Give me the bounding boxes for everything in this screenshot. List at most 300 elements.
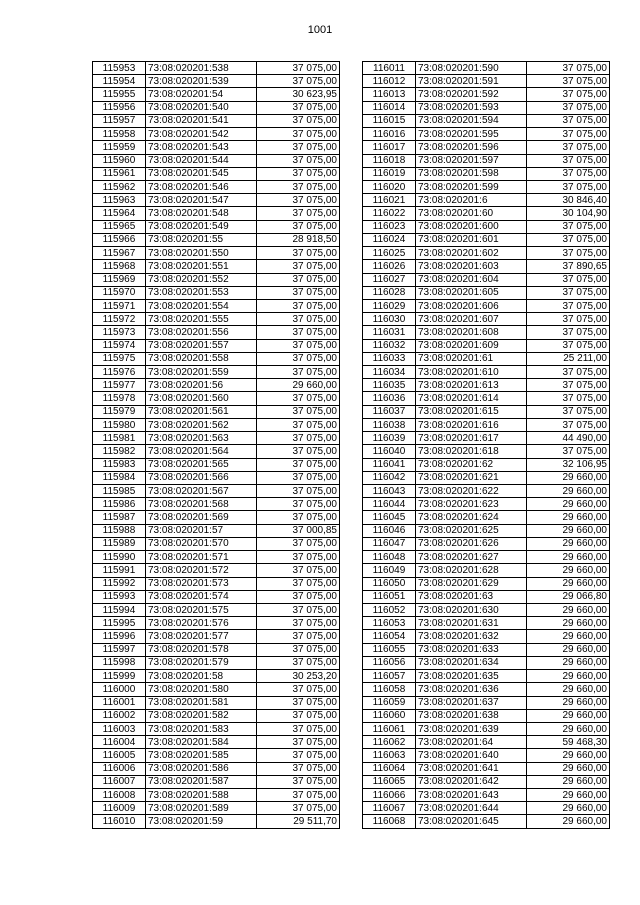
table-row <box>363 379 610 392</box>
table-row <box>93 577 340 590</box>
cadastral-number-cell: 73:08:020201:58 <box>146 670 257 683</box>
table-row <box>363 670 610 683</box>
value-cell: 37 075,00 <box>257 392 340 405</box>
row-number-cell: 115963 <box>93 194 146 207</box>
value-cell: 37 075,00 <box>257 101 340 114</box>
row-number-cell: 115999 <box>93 670 146 683</box>
row-number-cell: 115991 <box>93 564 146 577</box>
cadastral-number-cell: 73:08:020201:592 <box>416 88 527 101</box>
table-row <box>363 736 610 749</box>
table-row <box>93 815 340 828</box>
cadastral-number-cell: 73:08:020201:602 <box>416 247 527 260</box>
cadastral-number-cell: 73:08:020201:613 <box>416 379 527 392</box>
row-number-cell: 116009 <box>93 802 146 815</box>
row-number-cell: 116015 <box>363 114 416 127</box>
row-number-cell: 115989 <box>93 537 146 550</box>
row-number-cell: 116060 <box>363 709 416 722</box>
table-row <box>363 524 610 537</box>
row-number-cell: 116002 <box>93 709 146 722</box>
row-number-cell: 115985 <box>93 485 146 498</box>
cadastral-number-cell: 73:08:020201:571 <box>146 551 257 564</box>
row-number-cell: 116001 <box>93 696 146 709</box>
value-cell: 37 075,00 <box>527 154 610 167</box>
table-row <box>93 299 340 312</box>
table-row <box>93 101 340 114</box>
cadastral-number-cell: 73:08:020201:555 <box>146 313 257 326</box>
cadastral-number-cell: 73:08:020201:550 <box>146 247 257 260</box>
table-row <box>363 101 610 114</box>
value-cell: 37 075,00 <box>257 247 340 260</box>
table-row <box>363 141 610 154</box>
value-cell: 30 623,95 <box>257 88 340 101</box>
row-number-cell: 115969 <box>93 273 146 286</box>
cadastral-number-cell: 73:08:020201:575 <box>146 603 257 616</box>
row-number-cell: 115974 <box>93 339 146 352</box>
table-row <box>93 683 340 696</box>
row-number-cell: 116023 <box>363 220 416 233</box>
row-number-cell: 116021 <box>363 194 416 207</box>
table-row <box>363 749 610 762</box>
value-cell: 29 660,00 <box>527 670 610 683</box>
value-cell: 37 075,00 <box>257 590 340 603</box>
cadastral-number-cell: 73:08:020201:562 <box>146 418 257 431</box>
row-number-cell: 115977 <box>93 379 146 392</box>
value-cell: 37 075,00 <box>527 379 610 392</box>
value-cell: 30 846,40 <box>527 194 610 207</box>
table-row <box>363 392 610 405</box>
row-number-cell: 115995 <box>93 617 146 630</box>
table-row <box>93 326 340 339</box>
cadastral-number-cell: 73:08:020201:60 <box>416 207 527 220</box>
value-cell: 25 211,00 <box>527 352 610 365</box>
value-cell: 29 660,00 <box>527 815 610 828</box>
cadastral-number-cell: 73:08:020201:645 <box>416 815 527 828</box>
table-row <box>93 445 340 458</box>
table-row <box>93 405 340 418</box>
value-cell: 37 075,00 <box>257 617 340 630</box>
row-number-cell: 115955 <box>93 88 146 101</box>
table-row <box>93 62 340 75</box>
row-number-cell: 116017 <box>363 141 416 154</box>
value-cell: 29 660,00 <box>527 524 610 537</box>
cadastral-number-cell: 73:08:020201:547 <box>146 194 257 207</box>
row-number-cell: 116034 <box>363 366 416 379</box>
table-row <box>93 273 340 286</box>
table-row <box>93 114 340 127</box>
row-number-cell: 116030 <box>363 313 416 326</box>
table-row <box>93 194 340 207</box>
table-row <box>93 392 340 405</box>
value-cell: 37 075,00 <box>257 762 340 775</box>
value-cell: 37 075,00 <box>257 656 340 669</box>
table-row <box>363 511 610 524</box>
row-number-cell: 116014 <box>363 101 416 114</box>
row-number-cell: 116033 <box>363 352 416 365</box>
row-number-cell: 115967 <box>93 247 146 260</box>
register-table-right <box>362 61 610 829</box>
cadastral-number-cell: 73:08:020201:563 <box>146 432 257 445</box>
row-number-cell: 116059 <box>363 696 416 709</box>
table-row <box>93 643 340 656</box>
cadastral-number-cell: 73:08:020201:62 <box>416 458 527 471</box>
row-number-cell: 115961 <box>93 167 146 180</box>
row-number-cell: 116047 <box>363 537 416 550</box>
table-row <box>363 273 610 286</box>
value-cell: 37 075,00 <box>527 141 610 154</box>
row-number-cell: 116035 <box>363 379 416 392</box>
cadastral-number-cell: 73:08:020201:590 <box>416 62 527 75</box>
table-row <box>363 471 610 484</box>
cadastral-number-cell: 73:08:020201:625 <box>416 524 527 537</box>
row-number-cell: 115959 <box>93 141 146 154</box>
page-number: 1001 <box>307 24 333 36</box>
cadastral-number-cell: 73:08:020201:56 <box>146 379 257 392</box>
value-cell: 37 075,00 <box>257 445 340 458</box>
value-cell: 29 660,00 <box>527 749 610 762</box>
value-cell: 37 075,00 <box>527 286 610 299</box>
cadastral-number-cell: 73:08:020201:572 <box>146 564 257 577</box>
row-number-cell: 115982 <box>93 445 146 458</box>
row-number-cell: 116022 <box>363 207 416 220</box>
table-row <box>363 299 610 312</box>
row-number-cell: 116032 <box>363 339 416 352</box>
row-number-cell: 116040 <box>363 445 416 458</box>
cadastral-number-cell: 73:08:020201:576 <box>146 617 257 630</box>
row-number-cell: 116041 <box>363 458 416 471</box>
cadastral-number-cell: 73:08:020201:606 <box>416 299 527 312</box>
cadastral-number-cell: 73:08:020201:634 <box>416 656 527 669</box>
cadastral-number-cell: 73:08:020201:568 <box>146 498 257 511</box>
value-cell: 29 660,00 <box>257 379 340 392</box>
cadastral-number-cell: 73:08:020201:642 <box>416 775 527 788</box>
cadastral-number-cell: 73:08:020201:597 <box>416 154 527 167</box>
cadastral-number-cell: 73:08:020201:577 <box>146 630 257 643</box>
value-cell: 37 075,00 <box>257 194 340 207</box>
cadastral-number-cell: 73:08:020201:554 <box>146 299 257 312</box>
value-cell: 29 660,00 <box>527 709 610 722</box>
value-cell: 37 075,00 <box>527 247 610 260</box>
row-number-cell: 116042 <box>363 471 416 484</box>
table-row <box>363 590 610 603</box>
cadastral-number-cell: 73:08:020201:599 <box>416 180 527 193</box>
value-cell: 37 075,00 <box>527 273 610 286</box>
table-row <box>363 630 610 643</box>
value-cell: 29 660,00 <box>527 630 610 643</box>
value-cell: 29 660,00 <box>527 617 610 630</box>
cadastral-number-cell: 73:08:020201:589 <box>146 802 257 815</box>
table-row <box>363 418 610 431</box>
row-number-cell: 115964 <box>93 207 146 220</box>
value-cell: 29 660,00 <box>527 762 610 775</box>
table-row <box>363 88 610 101</box>
cadastral-number-cell: 73:08:020201:641 <box>416 762 527 775</box>
table-row <box>363 62 610 75</box>
cadastral-number-cell: 73:08:020201:552 <box>146 273 257 286</box>
table-row <box>363 722 610 735</box>
row-number-cell: 116039 <box>363 432 416 445</box>
value-cell: 37 075,00 <box>257 273 340 286</box>
table-row <box>93 749 340 762</box>
value-cell: 37 075,00 <box>527 418 610 431</box>
value-cell: 37 075,00 <box>257 180 340 193</box>
value-cell: 37 075,00 <box>257 498 340 511</box>
cadastral-number-cell: 73:08:020201:621 <box>416 471 527 484</box>
value-cell: 29 660,00 <box>527 775 610 788</box>
row-number-cell: 115957 <box>93 114 146 127</box>
cadastral-number-cell: 73:08:020201:566 <box>146 471 257 484</box>
table-row <box>363 458 610 471</box>
value-cell: 29 660,00 <box>527 683 610 696</box>
value-cell: 37 075,00 <box>257 709 340 722</box>
cadastral-number-cell: 73:08:020201:63 <box>416 590 527 603</box>
row-number-cell: 115960 <box>93 154 146 167</box>
cadastral-number-cell: 73:08:020201:549 <box>146 220 257 233</box>
cadastral-number-cell: 73:08:020201:616 <box>416 418 527 431</box>
value-cell: 37 075,00 <box>527 62 610 75</box>
row-number-cell: 115973 <box>93 326 146 339</box>
table-row <box>363 180 610 193</box>
value-cell: 37 075,00 <box>257 62 340 75</box>
row-number-cell: 115987 <box>93 511 146 524</box>
row-number-cell: 116024 <box>363 233 416 246</box>
row-number-cell: 115994 <box>93 603 146 616</box>
table-row <box>93 511 340 524</box>
table-row <box>93 141 340 154</box>
row-number-cell: 116068 <box>363 815 416 828</box>
table-row <box>363 445 610 458</box>
table-row <box>93 498 340 511</box>
row-number-cell: 115993 <box>93 590 146 603</box>
value-cell: 37 075,00 <box>257 643 340 656</box>
value-cell: 37 000,85 <box>257 524 340 537</box>
table-row <box>93 247 340 260</box>
cadastral-number-cell: 73:08:020201:636 <box>416 683 527 696</box>
value-cell: 29 660,00 <box>527 511 610 524</box>
row-number-cell: 116019 <box>363 167 416 180</box>
register-table-left <box>92 61 340 829</box>
table-row <box>93 722 340 735</box>
value-cell: 37 075,00 <box>257 220 340 233</box>
value-cell: 29 660,00 <box>527 471 610 484</box>
table-row <box>363 352 610 365</box>
value-cell: 37 075,00 <box>257 564 340 577</box>
value-cell: 37 075,00 <box>257 471 340 484</box>
table-row <box>363 167 610 180</box>
cadastral-number-cell: 73:08:020201:544 <box>146 154 257 167</box>
register-table-left-body <box>93 62 340 829</box>
row-number-cell: 115997 <box>93 643 146 656</box>
cadastral-number-cell: 73:08:020201:615 <box>416 405 527 418</box>
row-number-cell: 115956 <box>93 101 146 114</box>
table-row <box>363 326 610 339</box>
cadastral-number-cell: 73:08:020201:55 <box>146 233 257 246</box>
value-cell: 37 075,00 <box>257 537 340 550</box>
cadastral-number-cell: 73:08:020201:622 <box>416 485 527 498</box>
table-row <box>363 617 610 630</box>
value-cell: 37 075,00 <box>257 418 340 431</box>
row-number-cell: 116013 <box>363 88 416 101</box>
cadastral-number-cell: 73:08:020201:637 <box>416 696 527 709</box>
cadastral-number-cell: 73:08:020201:614 <box>416 392 527 405</box>
table-row <box>93 154 340 167</box>
row-number-cell: 116026 <box>363 260 416 273</box>
table-row <box>363 313 610 326</box>
value-cell: 37 075,00 <box>257 603 340 616</box>
row-number-cell: 116052 <box>363 603 416 616</box>
row-number-cell: 116010 <box>93 815 146 828</box>
table-row <box>93 418 340 431</box>
cadastral-number-cell: 73:08:020201:546 <box>146 180 257 193</box>
value-cell: 37 075,00 <box>257 128 340 141</box>
row-number-cell: 115996 <box>93 630 146 643</box>
table-row <box>363 154 610 167</box>
table-row <box>93 630 340 643</box>
row-number-cell: 115970 <box>93 286 146 299</box>
cadastral-number-cell: 73:08:020201:644 <box>416 802 527 815</box>
value-cell: 37 075,00 <box>257 154 340 167</box>
table-row <box>363 485 610 498</box>
value-cell: 29 660,00 <box>527 603 610 616</box>
row-number-cell: 115954 <box>93 75 146 88</box>
value-cell: 37 075,00 <box>527 114 610 127</box>
table-row <box>93 485 340 498</box>
table-row <box>93 339 340 352</box>
value-cell: 30 104,90 <box>527 207 610 220</box>
value-cell: 29 660,00 <box>527 551 610 564</box>
cadastral-number-cell: 73:08:020201:553 <box>146 286 257 299</box>
value-cell: 37 075,00 <box>257 313 340 326</box>
cadastral-number-cell: 73:08:020201:596 <box>416 141 527 154</box>
cadastral-number-cell: 73:08:020201:567 <box>146 485 257 498</box>
cadastral-number-cell: 73:08:020201:61 <box>416 352 527 365</box>
row-number-cell: 116049 <box>363 564 416 577</box>
table-row <box>93 696 340 709</box>
cadastral-number-cell: 73:08:020201:604 <box>416 273 527 286</box>
value-cell: 37 075,00 <box>257 141 340 154</box>
row-number-cell: 116036 <box>363 392 416 405</box>
table-row <box>93 180 340 193</box>
row-number-cell: 116037 <box>363 405 416 418</box>
table-row <box>93 207 340 220</box>
value-cell: 37 075,00 <box>257 260 340 273</box>
value-cell: 37 075,00 <box>527 405 610 418</box>
table-row <box>363 603 610 616</box>
value-cell: 37 075,00 <box>257 511 340 524</box>
value-cell: 37 075,00 <box>257 299 340 312</box>
row-number-cell: 116006 <box>93 762 146 775</box>
value-cell: 37 075,00 <box>527 88 610 101</box>
row-number-cell: 115976 <box>93 366 146 379</box>
row-number-cell: 116008 <box>93 789 146 802</box>
table-row <box>93 313 340 326</box>
row-number-cell: 116027 <box>363 273 416 286</box>
table-row <box>93 603 340 616</box>
cadastral-number-cell: 73:08:020201:643 <box>416 789 527 802</box>
table-row <box>93 670 340 683</box>
table-row <box>363 775 610 788</box>
value-cell: 37 075,00 <box>527 180 610 193</box>
cadastral-number-cell: 73:08:020201:630 <box>416 603 527 616</box>
value-cell: 29 660,00 <box>527 485 610 498</box>
table-row <box>363 789 610 802</box>
cadastral-number-cell: 73:08:020201:638 <box>416 709 527 722</box>
table-row <box>363 762 610 775</box>
value-cell: 29 660,00 <box>527 537 610 550</box>
cadastral-number-cell: 73:08:020201:59 <box>146 815 257 828</box>
row-number-cell: 116046 <box>363 524 416 537</box>
value-cell: 37 075,00 <box>257 339 340 352</box>
table-row <box>363 683 610 696</box>
row-number-cell: 116004 <box>93 736 146 749</box>
row-number-cell: 116050 <box>363 577 416 590</box>
value-cell: 37 075,00 <box>527 101 610 114</box>
row-number-cell: 116051 <box>363 590 416 603</box>
row-number-cell: 116000 <box>93 683 146 696</box>
value-cell: 37 075,00 <box>257 789 340 802</box>
table-row <box>363 815 610 828</box>
value-cell: 29 511,70 <box>257 815 340 828</box>
cadastral-number-cell: 73:08:020201:548 <box>146 207 257 220</box>
cadastral-number-cell: 73:08:020201:564 <box>146 445 257 458</box>
cadastral-number-cell: 73:08:020201:586 <box>146 762 257 775</box>
table-row <box>93 789 340 802</box>
table-row <box>93 537 340 550</box>
row-number-cell: 116058 <box>363 683 416 696</box>
value-cell: 37 075,00 <box>257 736 340 749</box>
value-cell: 59 468,30 <box>527 736 610 749</box>
cadastral-number-cell: 73:08:020201:541 <box>146 114 257 127</box>
row-number-cell: 115984 <box>93 471 146 484</box>
value-cell: 37 075,00 <box>527 167 610 180</box>
row-number-cell: 115972 <box>93 313 146 326</box>
table-row <box>93 379 340 392</box>
table-row <box>93 551 340 564</box>
cadastral-number-cell: 73:08:020201:631 <box>416 617 527 630</box>
value-cell: 37 075,00 <box>257 167 340 180</box>
row-number-cell: 115958 <box>93 128 146 141</box>
value-cell: 37 075,00 <box>257 405 340 418</box>
value-cell: 29 660,00 <box>527 577 610 590</box>
value-cell: 37 075,00 <box>257 207 340 220</box>
row-number-cell: 115980 <box>93 418 146 431</box>
table-row <box>93 564 340 577</box>
row-number-cell: 116018 <box>363 154 416 167</box>
table-row <box>93 736 340 749</box>
value-cell: 37 075,00 <box>257 630 340 643</box>
table-row <box>93 617 340 630</box>
value-cell: 29 660,00 <box>527 696 610 709</box>
value-cell: 37 075,00 <box>257 366 340 379</box>
row-number-cell: 116020 <box>363 180 416 193</box>
row-number-cell: 116025 <box>363 247 416 260</box>
cadastral-number-cell: 73:08:020201:623 <box>416 498 527 511</box>
table-row <box>93 524 340 537</box>
value-cell: 29 660,00 <box>527 643 610 656</box>
row-number-cell: 116031 <box>363 326 416 339</box>
cadastral-number-cell: 73:08:020201:565 <box>146 458 257 471</box>
cadastral-number-cell: 73:08:020201:608 <box>416 326 527 339</box>
table-row <box>363 643 610 656</box>
row-number-cell: 116048 <box>363 551 416 564</box>
row-number-cell: 116061 <box>363 722 416 735</box>
cadastral-number-cell: 73:08:020201:598 <box>416 167 527 180</box>
table-row <box>93 366 340 379</box>
table-row <box>363 220 610 233</box>
row-number-cell: 116029 <box>363 299 416 312</box>
table-row <box>363 537 610 550</box>
value-cell: 37 075,00 <box>257 722 340 735</box>
cadastral-number-cell: 73:08:020201:581 <box>146 696 257 709</box>
